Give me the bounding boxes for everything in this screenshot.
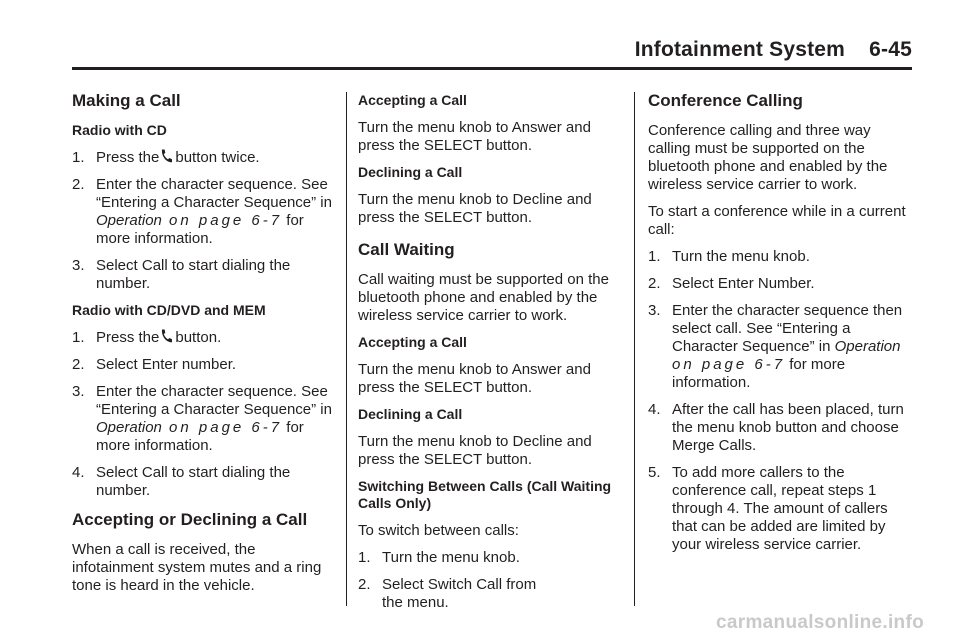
step-number: 1. <box>72 149 85 166</box>
section-heading-making-a-call: Making a Call <box>72 91 181 110</box>
paragraph: To start a conference while in a current call: <box>648 203 906 238</box>
step-text: Press the <box>96 329 160 346</box>
phone-icon <box>160 149 172 163</box>
step-text: Select Call to start dialing the number. <box>96 257 291 292</box>
column-1 <box>72 90 334 604</box>
step-number: 3. <box>72 257 85 274</box>
paragraph: Conference calling and three way calling must be supported on the bluetooth phone and enabled by the wireless service carrier to work. <box>648 122 888 193</box>
step-text: Enter the character sequence then select call. See “Entering a Character Sequence” in <box>672 302 903 355</box>
step-number: 2. <box>72 356 85 373</box>
section-heading-conference-calling: Conference Calling <box>648 91 803 110</box>
list-item <box>648 401 912 455</box>
list-item <box>72 176 334 248</box>
page-reference[interactable]: on page 6‑7 <box>161 212 283 229</box>
watermark: carmanualsonline.info <box>716 612 924 633</box>
steps-conference <box>648 248 912 554</box>
step-number: 2. <box>648 275 661 292</box>
list-item <box>358 549 620 567</box>
step-number: 1. <box>72 329 85 346</box>
list-item <box>72 383 334 455</box>
paragraph: Turn the menu knob to Answer and press the SELECT button. <box>358 361 591 396</box>
steps-radio-cd-dvd <box>72 329 334 500</box>
step-number: 3. <box>72 383 85 400</box>
step-text: for more information. <box>96 212 304 247</box>
page-reference[interactable]: on page 6‑7 <box>161 419 283 436</box>
list-item <box>72 149 334 167</box>
step-text: Select Switch Call from the menu. <box>382 576 537 611</box>
step-text: Turn the menu knob. <box>672 248 810 265</box>
page-reference[interactable]: on page 6‑7 <box>672 356 786 373</box>
column-divider-2 <box>634 92 635 606</box>
step-number: 1. <box>358 549 371 566</box>
step-text: Enter the character sequence. See “Entering a Character Sequence” in <box>96 176 332 211</box>
list-item <box>648 302 912 392</box>
list-item <box>72 329 334 347</box>
step-text: button. <box>175 329 222 346</box>
list-item <box>72 257 334 293</box>
step-text: for more information. <box>672 356 846 391</box>
list-item <box>648 464 912 554</box>
list-item <box>358 576 620 612</box>
paragraph: Turn the menu knob to Answer and press the SELECT button. <box>358 119 591 154</box>
subheading-declining-call: Declining a Call <box>358 164 463 180</box>
paragraph: When a call is received, the infotainment system mutes and a ring tone is heard in the vehicle. <box>72 541 322 594</box>
step-text: Press the <box>96 149 160 166</box>
step-number: 4. <box>72 464 85 481</box>
subheading-accepting-call: Accepting a Call <box>358 334 467 350</box>
subheading-radio-cd-dvd: Radio with CD/DVD and MEM <box>72 302 266 318</box>
phone-icon <box>160 329 172 343</box>
paragraph: To switch between calls: <box>358 522 519 539</box>
column-divider-1 <box>346 92 347 606</box>
paragraph: Call waiting must be supported on the bluetooth phone and enabled by the wireless service carrier to work. <box>358 271 609 324</box>
step-number: 5. <box>648 464 661 481</box>
page-reference[interactable]: Operation <box>834 338 901 355</box>
list-item <box>648 275 912 293</box>
page-reference[interactable]: Operation <box>96 419 162 436</box>
list-item <box>72 356 334 374</box>
paragraph: Turn the menu knob to Decline and press the SELECT button. <box>358 191 592 226</box>
subheading-radio-cd: Radio with CD <box>72 122 167 138</box>
step-number: 2. <box>358 576 371 593</box>
step-text: Select Enter Number. <box>672 275 815 292</box>
step-number: 2. <box>72 176 85 193</box>
subheading-switching-calls: Switching Between Calls (Call Waiting Calls Only) <box>358 478 612 511</box>
page-title: Infotainment System 6-45 <box>634 38 912 61</box>
step-text: button twice. <box>175 149 260 166</box>
step-number: 1. <box>648 248 661 265</box>
step-text: After the call has been placed, turn the menu knob button and choose Merge Calls. <box>672 401 904 454</box>
step-text: for more information. <box>96 419 304 454</box>
step-number: 4. <box>648 401 661 418</box>
section-heading-call-waiting: Call Waiting <box>358 240 455 259</box>
header-rule <box>72 67 912 70</box>
list-item <box>648 248 912 266</box>
list-item <box>72 464 334 500</box>
step-text: To add more callers to the conference call, repeat steps 1 through 4. The amount of callers that can be added are limited by your wireless service carrier. <box>672 464 888 553</box>
step-text: Turn the menu knob. <box>382 549 520 566</box>
step-text: Select Enter number. <box>96 356 237 373</box>
step-text: Enter the character sequence. See “Entering a Character Sequence” in <box>96 383 332 418</box>
steps-switch-calls <box>358 549 620 612</box>
step-text: Select Call to start dialing the number. <box>96 464 291 499</box>
steps-radio-cd <box>72 149 334 293</box>
subheading-accepting-call: Accepting a Call <box>358 92 467 108</box>
page-reference[interactable]: Operation <box>96 212 162 229</box>
page-header <box>72 38 912 66</box>
paragraph: Turn the menu knob to Decline and press the SELECT button. <box>358 433 592 468</box>
section-heading-accepting-declining: Accepting or Declining a Call <box>72 510 308 529</box>
column-3 <box>648 90 912 563</box>
subheading-declining-call: Declining a Call <box>358 406 463 422</box>
step-number: 3. <box>648 302 661 319</box>
column-2 <box>358 92 620 621</box>
